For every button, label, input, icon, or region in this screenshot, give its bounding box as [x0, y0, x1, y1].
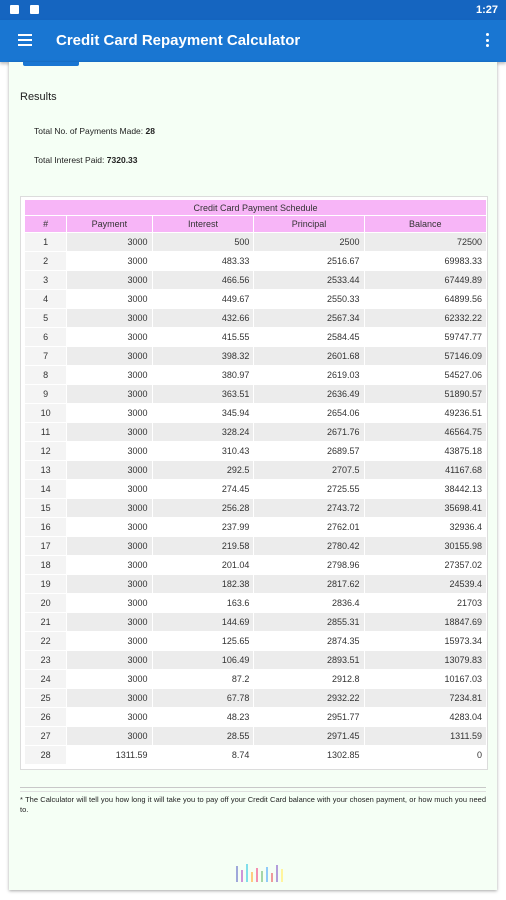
table-row: [25, 271, 487, 290]
table-cell: 398.32: [152, 347, 254, 366]
column-header: Balance: [364, 216, 486, 233]
table-cell: 7234.81: [364, 689, 486, 708]
row-number-cell: 13: [25, 461, 67, 480]
total-interest-label: Total Interest Paid:: [34, 155, 105, 165]
column-header: Principal: [254, 216, 364, 233]
row-number-cell: 3: [25, 271, 67, 290]
table-row: [25, 309, 487, 328]
table-cell: 415.55: [152, 328, 254, 347]
table-cell: 2619.03: [254, 366, 364, 385]
table-cell: 237.99: [152, 518, 254, 537]
row-number-cell: 10: [25, 404, 67, 423]
table-cell: 466.56: [152, 271, 254, 290]
table-row: [25, 328, 487, 347]
status-bar: [0, 0, 506, 20]
table-cell: 54527.06: [364, 366, 486, 385]
table-cell: 2689.57: [254, 442, 364, 461]
table-cell: 87.2: [152, 670, 254, 689]
table-row: [25, 252, 487, 271]
table-cell: 144.69: [152, 613, 254, 632]
table-row: [25, 670, 487, 689]
table-cell: 21703: [364, 594, 486, 613]
table-cell: 2951.77: [254, 708, 364, 727]
table-cell: 4283.04: [364, 708, 486, 727]
table-row: [25, 632, 487, 651]
table-cell: 49236.51: [364, 404, 486, 423]
table-cell: 67449.89: [364, 271, 486, 290]
table-cell: 3000: [67, 594, 152, 613]
results-heading: Results: [20, 91, 57, 103]
table-cell: 3000: [67, 271, 152, 290]
table-cell: 2500: [254, 233, 364, 252]
table-cell: 8.74: [152, 746, 254, 765]
table-cell: 15973.34: [364, 632, 486, 651]
calculate-button-edge[interactable]: [23, 62, 79, 66]
table-cell: 310.43: [152, 442, 254, 461]
table-cell: 2567.34: [254, 309, 364, 328]
table-cell: 64899.56: [364, 290, 486, 309]
row-number-cell: 26: [25, 708, 67, 727]
table-row: [25, 290, 487, 309]
table-cell: 2584.45: [254, 328, 364, 347]
table-cell: 3000: [67, 233, 152, 252]
table-cell: 256.28: [152, 499, 254, 518]
table-cell: 35698.41: [364, 499, 486, 518]
table-row: [25, 233, 487, 252]
table-cell: 59747.77: [364, 328, 486, 347]
table-cell: 345.94: [152, 404, 254, 423]
table-cell: 2601.68: [254, 347, 364, 366]
table-cell: 2762.01: [254, 518, 364, 537]
row-number-cell: 16: [25, 518, 67, 537]
table-cell: 43875.18: [364, 442, 486, 461]
schedule-table-container: [20, 196, 488, 770]
table-cell: 62332.22: [364, 309, 486, 328]
table-row: [25, 746, 487, 765]
table-row: [25, 347, 487, 366]
table-cell: 2932.22: [254, 689, 364, 708]
row-number-cell: 14: [25, 480, 67, 499]
row-number-cell: 19: [25, 575, 67, 594]
table-cell: 3000: [67, 366, 152, 385]
table-cell: 2550.33: [254, 290, 364, 309]
row-number-cell: 17: [25, 537, 67, 556]
bars-logo-icon: [236, 862, 286, 882]
table-cell: 2780.42: [254, 537, 364, 556]
table-cell: 2743.72: [254, 499, 364, 518]
row-number-cell: 7: [25, 347, 67, 366]
table-row: [25, 594, 487, 613]
table-cell: 2516.67: [254, 252, 364, 271]
total-payments-label: Total No. of Payments Made:: [34, 126, 144, 136]
row-number-cell: 20: [25, 594, 67, 613]
table-row: [25, 537, 487, 556]
table-cell: 500: [152, 233, 254, 252]
table-cell: 2654.06: [254, 404, 364, 423]
table-cell: 24539.4: [364, 575, 486, 594]
table-cell: 3000: [67, 385, 152, 404]
table-row: [25, 499, 487, 518]
row-number-cell: 11: [25, 423, 67, 442]
table-cell: 3000: [67, 290, 152, 309]
row-number-cell: 21: [25, 613, 67, 632]
table-cell: 18847.69: [364, 613, 486, 632]
table-cell: 2533.44: [254, 271, 364, 290]
table-row: [25, 556, 487, 575]
table-cell: 1302.85: [254, 746, 364, 765]
table-cell: 13079.83: [364, 651, 486, 670]
table-cell: 182.38: [152, 575, 254, 594]
row-number-cell: 25: [25, 689, 67, 708]
table-cell: 3000: [67, 556, 152, 575]
table-cell: 3000: [67, 480, 152, 499]
table-cell: 3000: [67, 461, 152, 480]
table-cell: 27357.02: [364, 556, 486, 575]
row-number-cell: 9: [25, 385, 67, 404]
table-row: [25, 613, 487, 632]
table-cell: 483.33: [152, 252, 254, 271]
table-row: [25, 480, 487, 499]
table-cell: 57146.09: [364, 347, 486, 366]
row-number-cell: 2: [25, 252, 67, 271]
row-number-cell: 5: [25, 309, 67, 328]
row-number-cell: 27: [25, 727, 67, 746]
table-cell: 2671.76: [254, 423, 364, 442]
row-number-cell: 4: [25, 290, 67, 309]
table-cell: 3000: [67, 423, 152, 442]
schedule-header-row: [25, 216, 487, 233]
row-number-cell: 8: [25, 366, 67, 385]
table-row: [25, 461, 487, 480]
table-cell: 69983.33: [364, 252, 486, 271]
table-cell: 125.65: [152, 632, 254, 651]
menu-icon[interactable]: [18, 34, 32, 46]
row-number-cell: 28: [25, 746, 67, 765]
table-cell: 2893.51: [254, 651, 364, 670]
table-cell: 292.5: [152, 461, 254, 480]
table-cell: 3000: [67, 252, 152, 271]
schedule-table: [24, 199, 487, 765]
row-number-cell: 6: [25, 328, 67, 347]
table-cell: 2725.55: [254, 480, 364, 499]
table-cell: 363.51: [152, 385, 254, 404]
table-cell: 3000: [67, 670, 152, 689]
row-number-cell: 23: [25, 651, 67, 670]
table-cell: 2817.62: [254, 575, 364, 594]
table-cell: 1311.59: [364, 727, 486, 746]
table-cell: 219.58: [152, 537, 254, 556]
table-cell: 41167.68: [364, 461, 486, 480]
table-row: [25, 404, 487, 423]
table-row: [25, 442, 487, 461]
schedule-title: Credit Card Payment Schedule: [25, 200, 487, 216]
table-cell: 380.97: [152, 366, 254, 385]
table-row: [25, 651, 487, 670]
table-cell: 3000: [67, 708, 152, 727]
total-interest-value: 7320.33: [106, 155, 138, 165]
table-cell: 67.78: [152, 689, 254, 708]
table-cell: 48.23: [152, 708, 254, 727]
table-cell: 3000: [67, 499, 152, 518]
table-row: [25, 708, 487, 727]
total-payments: [34, 126, 155, 136]
table-row: [25, 423, 487, 442]
table-row: [25, 385, 487, 404]
status-time: 1:27: [475, 4, 498, 16]
table-cell: 51890.57: [364, 385, 486, 404]
column-header: #: [25, 216, 67, 233]
table-cell: 38442.13: [364, 480, 486, 499]
app-bar: [0, 20, 506, 62]
notification-icon: [10, 5, 19, 14]
table-cell: 3000: [67, 309, 152, 328]
schedule-body: [25, 233, 487, 765]
table-cell: 30155.98: [364, 537, 486, 556]
table-cell: 10167.03: [364, 670, 486, 689]
table-cell: 2855.31: [254, 613, 364, 632]
table-cell: 3000: [67, 347, 152, 366]
table-cell: 106.49: [152, 651, 254, 670]
table-cell: 2836.4: [254, 594, 364, 613]
row-number-cell: 18: [25, 556, 67, 575]
table-cell: 1311.59: [67, 746, 152, 765]
table-cell: 3000: [67, 537, 152, 556]
table-cell: 2874.35: [254, 632, 364, 651]
overflow-menu-icon[interactable]: [486, 33, 490, 49]
table-cell: 2971.45: [254, 727, 364, 746]
table-row: [25, 727, 487, 746]
table-cell: 2636.49: [254, 385, 364, 404]
table-cell: 2798.96: [254, 556, 364, 575]
notification-icon: [30, 5, 39, 14]
row-number-cell: 22: [25, 632, 67, 651]
table-cell: 2707.5: [254, 461, 364, 480]
table-cell: 3000: [67, 328, 152, 347]
table-cell: 328.24: [152, 423, 254, 442]
table-cell: 72500: [364, 233, 486, 252]
app-title: Credit Card Repayment Calculator: [56, 32, 301, 49]
table-cell: 3000: [67, 632, 152, 651]
table-cell: 28.55: [152, 727, 254, 746]
divider: [20, 787, 486, 788]
table-cell: 449.67: [152, 290, 254, 309]
table-row: [25, 518, 487, 537]
total-payments-value: 28: [145, 126, 155, 136]
table-cell: 3000: [67, 689, 152, 708]
table-cell: 432.66: [152, 309, 254, 328]
table-cell: 2912.8: [254, 670, 364, 689]
row-number-cell: 1: [25, 233, 67, 252]
table-cell: 3000: [67, 651, 152, 670]
footnote: * The Calculator will tell you how long it will take you to pay off your Credit Card balance with your chosen payment, or how much you need to.: [20, 795, 486, 814]
column-header: Payment: [67, 216, 152, 233]
table-cell: 3000: [67, 404, 152, 423]
table-row: [25, 689, 487, 708]
table-cell: 32936.4: [364, 518, 486, 537]
table-cell: 274.45: [152, 480, 254, 499]
row-number-cell: 24: [25, 670, 67, 689]
table-cell: 3000: [67, 575, 152, 594]
table-row: [25, 575, 487, 594]
row-number-cell: 15: [25, 499, 67, 518]
table-row: [25, 366, 487, 385]
table-cell: 46564.75: [364, 423, 486, 442]
total-interest: [34, 155, 138, 165]
column-header: Interest: [152, 216, 254, 233]
table-cell: 201.04: [152, 556, 254, 575]
table-cell: 3000: [67, 727, 152, 746]
table-cell: 3000: [67, 518, 152, 537]
results-card: [9, 62, 497, 890]
row-number-cell: 12: [25, 442, 67, 461]
table-cell: 3000: [67, 442, 152, 461]
table-cell: 0: [364, 746, 486, 765]
table-cell: 3000: [67, 613, 152, 632]
divider: [20, 791, 486, 792]
table-cell: 163.6: [152, 594, 254, 613]
